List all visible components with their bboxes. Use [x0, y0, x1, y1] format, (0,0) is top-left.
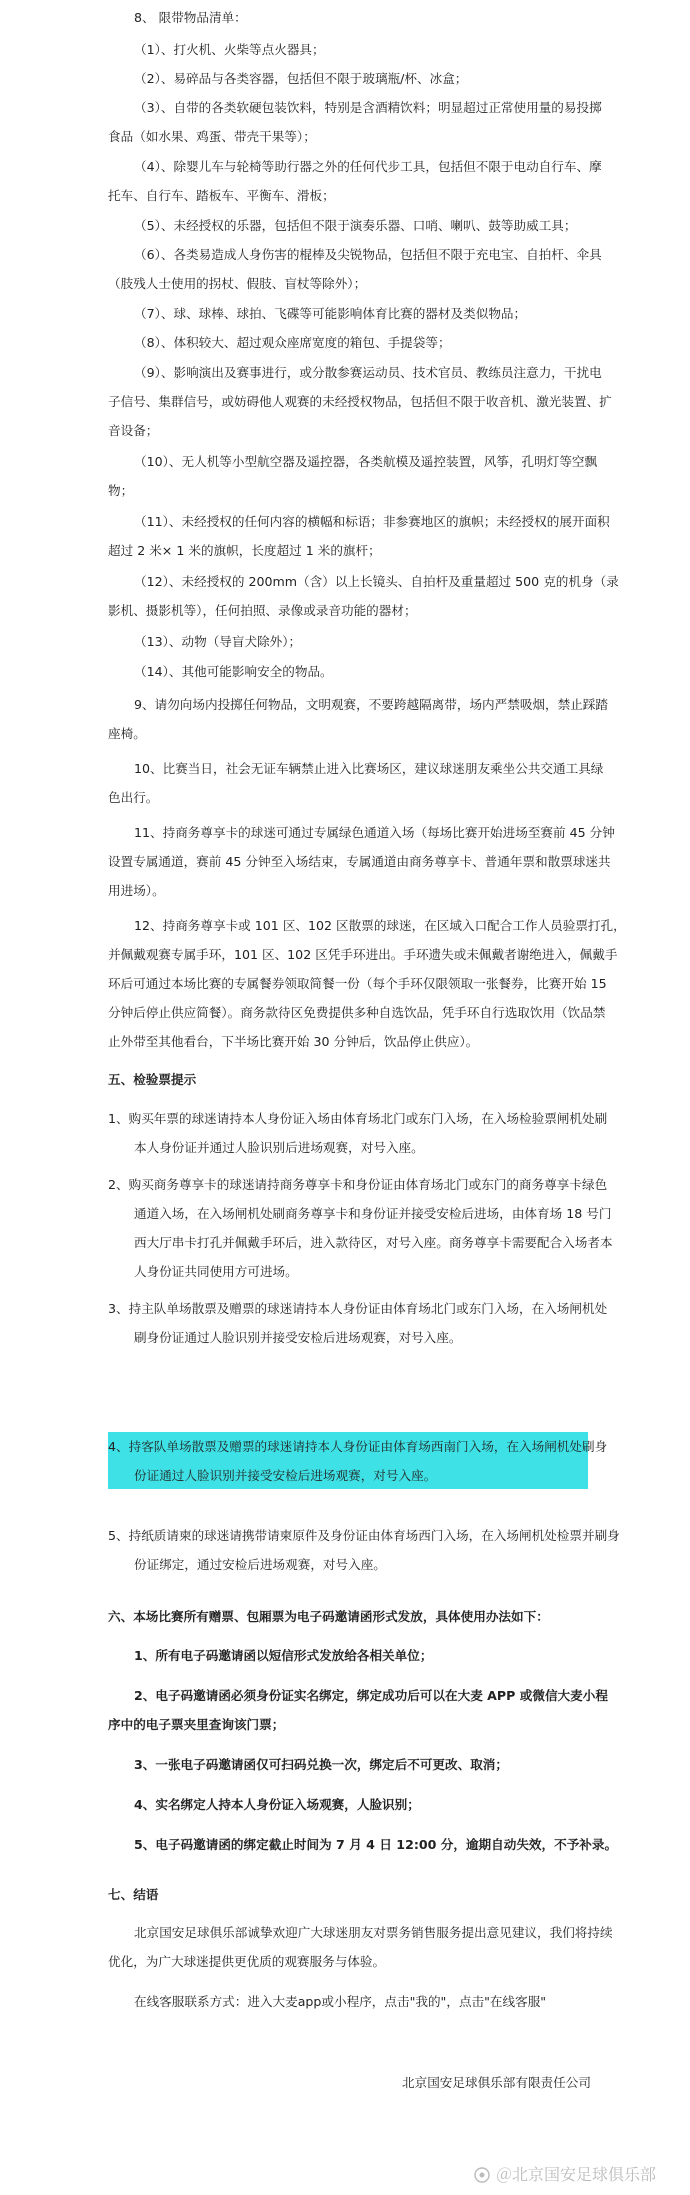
list-item: 4、实名绑定人持本人身份证入场观赛，人脸识别； — [134, 1797, 420, 1812]
list-item: 影机、摄影机等），任何拍照、录像或录音功能的器材； — [108, 603, 417, 618]
paragraph-line: 并佩戴观赛专属手环，101 区、102 区凭手环进出。手环遗失或未佩戴者谢绝进入，佩戴手 — [108, 947, 618, 962]
paragraph-line: 12、持商务尊享卡或 101 区、102 区散票的球迷，在区域入口配合工作人员验票打孔， — [134, 918, 626, 933]
paragraph-line: 止外带至其他看台，下半场比赛开始 30 分钟后，饮品停止供应）。 — [108, 1034, 479, 1049]
paragraph-line: 环后可通过本场比赛的专属餐券领取简餐一份（每个手环仅限领取一张餐券，比赛开始 15 — [108, 976, 607, 991]
prohibited-heading: 8、 限带物品清单： — [134, 10, 247, 25]
paragraph-line: 份证通过人脸识别并接受安检后进场观赛，对号入座。 — [134, 1468, 437, 1483]
list-item: （4）、除婴儿车与轮椅等助行器之外的任何代步工具，包括但不限于电动自行车、摩 — [134, 159, 602, 174]
paragraph-line: 本人身份证并通过人脸识别后进场观赛，对号入座。 — [134, 1140, 424, 1155]
list-item: （8）、体积较大、超过观众座席宽度的箱包、手提袋等； — [134, 335, 451, 350]
list-item: 5、电子码邀请函的绑定截止时间为 7 月 4 日 12:00 分，逾期自动失效，不予补录。 — [134, 1837, 618, 1852]
paragraph-line: 分钟后停止供应简餐）。商务款待区免费提供多种自选饮品，凭手环自行选取饮用（饮品禁 — [108, 1005, 606, 1020]
paragraph-line: 座椅。 — [108, 726, 146, 741]
list-item: （肢残人士使用的拐杖、假肢、盲杖等除外）； — [108, 276, 367, 291]
paragraph-line: 4、持客队单场散票及赠票的球迷请持本人身份证由体育场西南门入场，在入场闸机处刷身 — [108, 1439, 608, 1454]
list-item: （14）、其他可能影响安全的物品。 — [134, 664, 333, 679]
list-item: （13）、动物（导盲犬除外）； — [134, 634, 302, 649]
paragraph-line: 西大厅串卡打孔并佩戴手环后，进入款待区，对号入座。商务尊享卡需要配合入场者本 — [134, 1235, 613, 1250]
list-item: 食品（如水果、鸡蛋、带壳干果等）； — [108, 129, 316, 144]
watermark: ＠北京国安足球俱乐部 — [496, 2165, 657, 2184]
list-item: （1）、打火机、火柴等点火器具； — [134, 42, 325, 57]
section-title: 六、本场比赛所有赠票、包厢票为电子码邀请函形式发放，具体使用办法如下： — [108, 1609, 549, 1624]
list-item: （10）、无人机等小型航空器及遥控器，各类航模及遥控装置，风筝，孔明灯等空飘 — [134, 454, 598, 469]
paragraph-line: 11、持商务尊享卡的球迷可通过专属绿色通道入场（每场比赛开始进场至赛前 45 分钟 — [134, 825, 615, 840]
list-item: 物； — [108, 483, 134, 498]
paragraph-line: 优化，为广大球迷提供更优质的观赛服务与体验。 — [108, 1954, 386, 1969]
weibo-icon — [474, 2167, 490, 2183]
list-item: （7）、球、球棒、球拍、飞碟等可能影响体育比赛的器材及类似物品； — [134, 306, 527, 321]
paragraph-line: 在线客服联系方式：进入大麦app或小程序，点击"我的"，点击"在线客服" — [134, 1994, 547, 2009]
list-item: （6）、各类易造成人身伤害的棍棒及尖锐物品，包括但不限于充电宝、自拍杆、伞具 — [134, 247, 602, 262]
paragraph-line: 3、持主队单场散票及赠票的球迷请持本人身份证由体育场北门或东门入场，在入场闸机处 — [108, 1301, 608, 1316]
list-item: 音设备； — [108, 423, 159, 438]
paragraph-line: 用进场）。 — [108, 883, 165, 898]
list-item: 3、一张电子码邀请函仅可扫码兑换一次，绑定后不可更改、取消； — [134, 1757, 508, 1772]
paragraph-line: 北京国安足球俱乐部诚挚欢迎广大球迷朋友对票务销售服务提出意见建议，我们将持续 — [134, 1925, 613, 1940]
signature: 北京国安足球俱乐部有限责任公司 — [402, 2075, 591, 2090]
section-title: 五、检验票提示 — [108, 1072, 197, 1087]
list-item: 序中的电子票夹里查询该门票； — [108, 1717, 285, 1732]
list-item: 2、电子码邀请函必须身份证实名绑定，绑定成功后可以在大麦 APP 或微信大麦小程 — [134, 1688, 608, 1703]
list-item: 子信号、集群信号，或妨碍他人观赛的未经授权物品，包括但不限于收音机、激光装置、扩 — [108, 394, 612, 409]
paragraph-line: 2、购买商务尊享卡的球迷请持商务尊享卡和身份证由体育场北门或东门的商务尊享卡绿色 — [108, 1177, 608, 1192]
list-item: （3）、自带的各类软硬包装饮料，特别是含酒精饮料；明显超过正常使用量的易投掷 — [134, 100, 602, 115]
paragraph-line: 5、持纸质请柬的球迷请携带请柬原件及身份证由体育场西门入场，在入场闸机处检票并刷身 — [108, 1528, 620, 1543]
list-item: （11）、未经授权的任何内容的横幅和标语；非参赛地区的旗帜；未经授权的展开面积 — [134, 514, 610, 529]
list-item: 托车、自行车、踏板车、平衡车、滑板； — [108, 188, 335, 203]
list-item: 超过 2 米× 1 米的旗帜，长度超过 1 米的旗杆； — [108, 543, 381, 558]
paragraph-line: 10、比赛当日，社会无证车辆禁止进入比赛场区，建议球迷朋友乘坐公共交通工具绿 — [134, 761, 604, 776]
paragraph-line: 人身份证共同使用方可进场。 — [134, 1264, 298, 1279]
list-item: （12）、未经授权的 200mm（含）以上长镜头、自拍杆及重量超过 500 克的机身（录 — [134, 574, 619, 589]
paragraph-line: 刷身份证通过人脸识别并接受安检后进场观赛，对号入座。 — [134, 1330, 462, 1345]
list-item: 1、所有电子码邀请函以短信形式发放给各相关单位； — [134, 1648, 433, 1663]
paragraph-line: 份证绑定，通过安检后进场观赛，对号入座。 — [134, 1557, 386, 1572]
list-item: （5）、未经授权的乐器，包括但不限于演奏乐器、口哨、喇叭、鼓等助威工具； — [134, 218, 577, 233]
paragraph-line: 色出行。 — [108, 790, 159, 805]
paragraph-line: 9、请勿向场内投掷任何物品，文明观赛，不要跨越隔离带，场内严禁吸烟，禁止踩踏 — [134, 697, 608, 712]
list-item: （2）、易碎品与各类容器，包括但不限于玻璃瓶/杯、冰盒； — [134, 71, 468, 86]
paragraph-line: 1、购买年票的球迷请持本人身份证入场由体育场北门或东门入场，在入场检验票闸机处刷 — [108, 1111, 608, 1126]
list-item: （9）、影响演出及赛事进行，或分散参赛运动员、技术官员、教练员注意力，干扰电 — [134, 365, 602, 380]
section-title: 七、结语 — [108, 1887, 159, 1902]
paragraph-line: 设置专属通道，赛前 45 分钟至入场结束，专属通道由商务尊享卡、普通年票和散票球迷共 — [108, 854, 611, 869]
paragraph-line: 通道入场，在入场闸机处刷商务尊享卡和身份证并接受安检后进场，由体育场 18 号门 — [134, 1206, 612, 1221]
